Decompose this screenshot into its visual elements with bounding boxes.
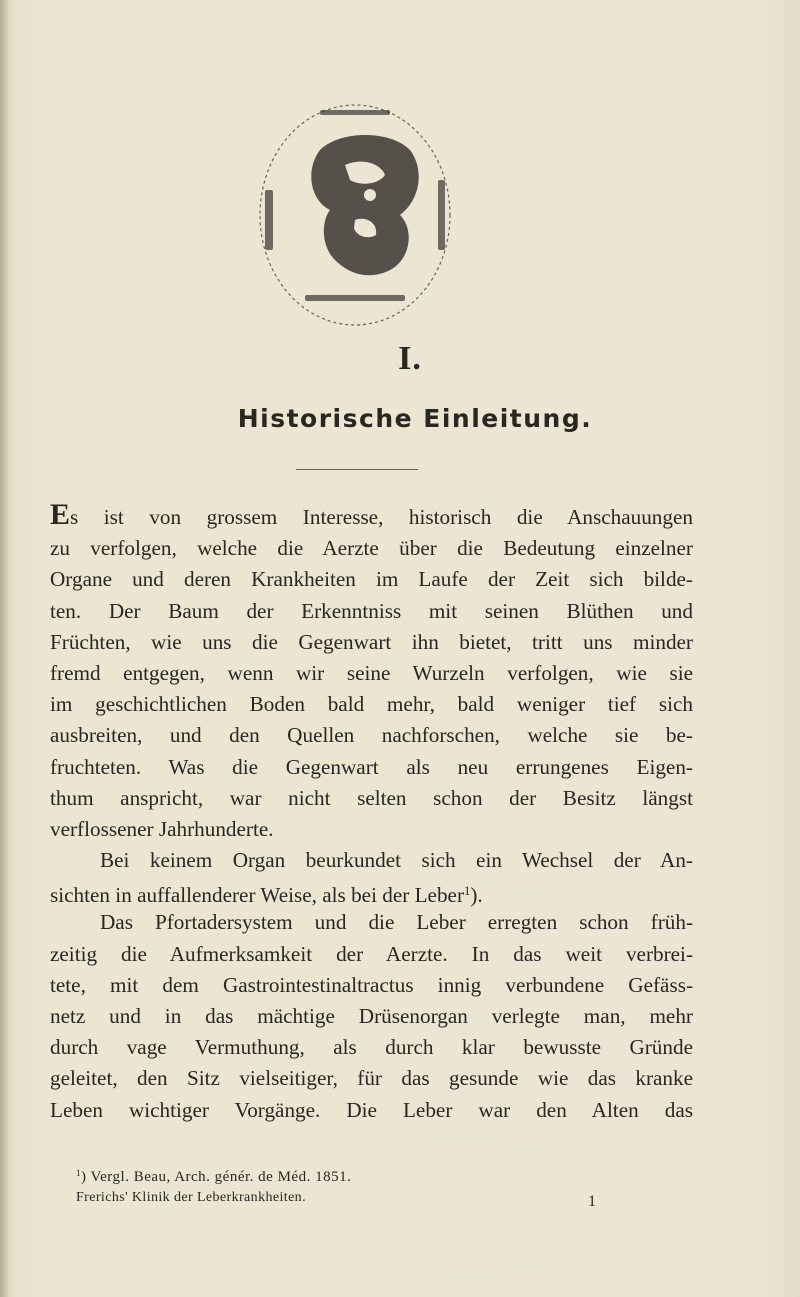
footnote-reference[interactable]: 1 xyxy=(464,884,471,899)
text-line: zeitig die Aufmerksamkeit der Aerzte. In das weit verbrei- xyxy=(50,941,693,966)
text-line: tete, mit dem Gastrointestinaltractus innig verbundene Gefäss- xyxy=(50,972,693,997)
text-line: ausbreiten, und den Quellen nachforschen, welche sie be- xyxy=(50,723,693,748)
text-line: Bei keinem Organ beurkundet sich ein Wechsel der An- xyxy=(100,848,693,873)
chapter-title: Historische Einleitung. xyxy=(237,404,593,433)
text-line: geleitet, den Sitz vielseitiger, für das gesunde wie das kranke xyxy=(50,1066,693,1091)
text-line: netz und in das mächtige Drüsenorgan verlegte man, mehr xyxy=(50,1004,693,1028)
text-line: Leben wichtiger Vorgänge. Die Leber war den Alten das xyxy=(50,1097,693,1122)
footnote-text: Vergl. Beau, Arch. génér. de Méd. 1851. xyxy=(90,1168,352,1185)
body-text xyxy=(50,498,693,1126)
title-divider xyxy=(296,469,418,470)
text-line: Organe und deren Krankheiten im Laufe der Zeit sich bilde- xyxy=(50,567,693,592)
signature-line: Frerichs' Klinik der Leberkrankheiten. xyxy=(76,1190,306,1205)
footnote: $^1$) Vergl. Beau, Arch. génér. de Méd. 1851. xyxy=(76,1168,352,1185)
text-line: fremd entgegen, wenn wir seine Wurzeln verfolgen, wie sie xyxy=(50,660,693,685)
page-binding-edge xyxy=(0,0,8,1297)
text-line: fruchteten. Was die Gegenwart als neu errungenes Eigen- xyxy=(50,754,693,779)
text-line: zu verfolgen, welche die Aerzte über die Bedeutung einzelner xyxy=(50,536,693,561)
text-line: Das Pfortadersystem und die Leber erregten schon früh- xyxy=(100,910,693,935)
chapter-number: I. xyxy=(398,340,422,377)
text-line: Es ist von grossem Interesse, historisch die Anschauungen xyxy=(50,498,693,531)
signature-number: 1 xyxy=(588,1193,596,1210)
text-line: im geschichtlichen Boden bald mehr, bald weniger tief sich xyxy=(50,692,693,717)
text-line: Früchten, wie uns die Gegenwart ihn bietet, tritt uns minder xyxy=(50,629,693,654)
drop-cap: E xyxy=(50,498,71,531)
text-line: durch vage Vermuthung, als durch klar bewusste Gründe xyxy=(50,1035,693,1060)
footnote-marker: 1 xyxy=(76,1168,81,1178)
text-line: sichten in auffallenderer Weise, als bei der Leber$^1$). xyxy=(50,883,483,908)
text-line: verflossener Jahrhunderte. xyxy=(50,816,274,841)
text-line: thum anspricht, war nicht selten schon der Besitz längst xyxy=(50,785,693,810)
text-line: ten. Der Baum der Erkenntniss mit seinen Blüthen und xyxy=(50,598,693,623)
library-stamp-image xyxy=(250,90,465,340)
